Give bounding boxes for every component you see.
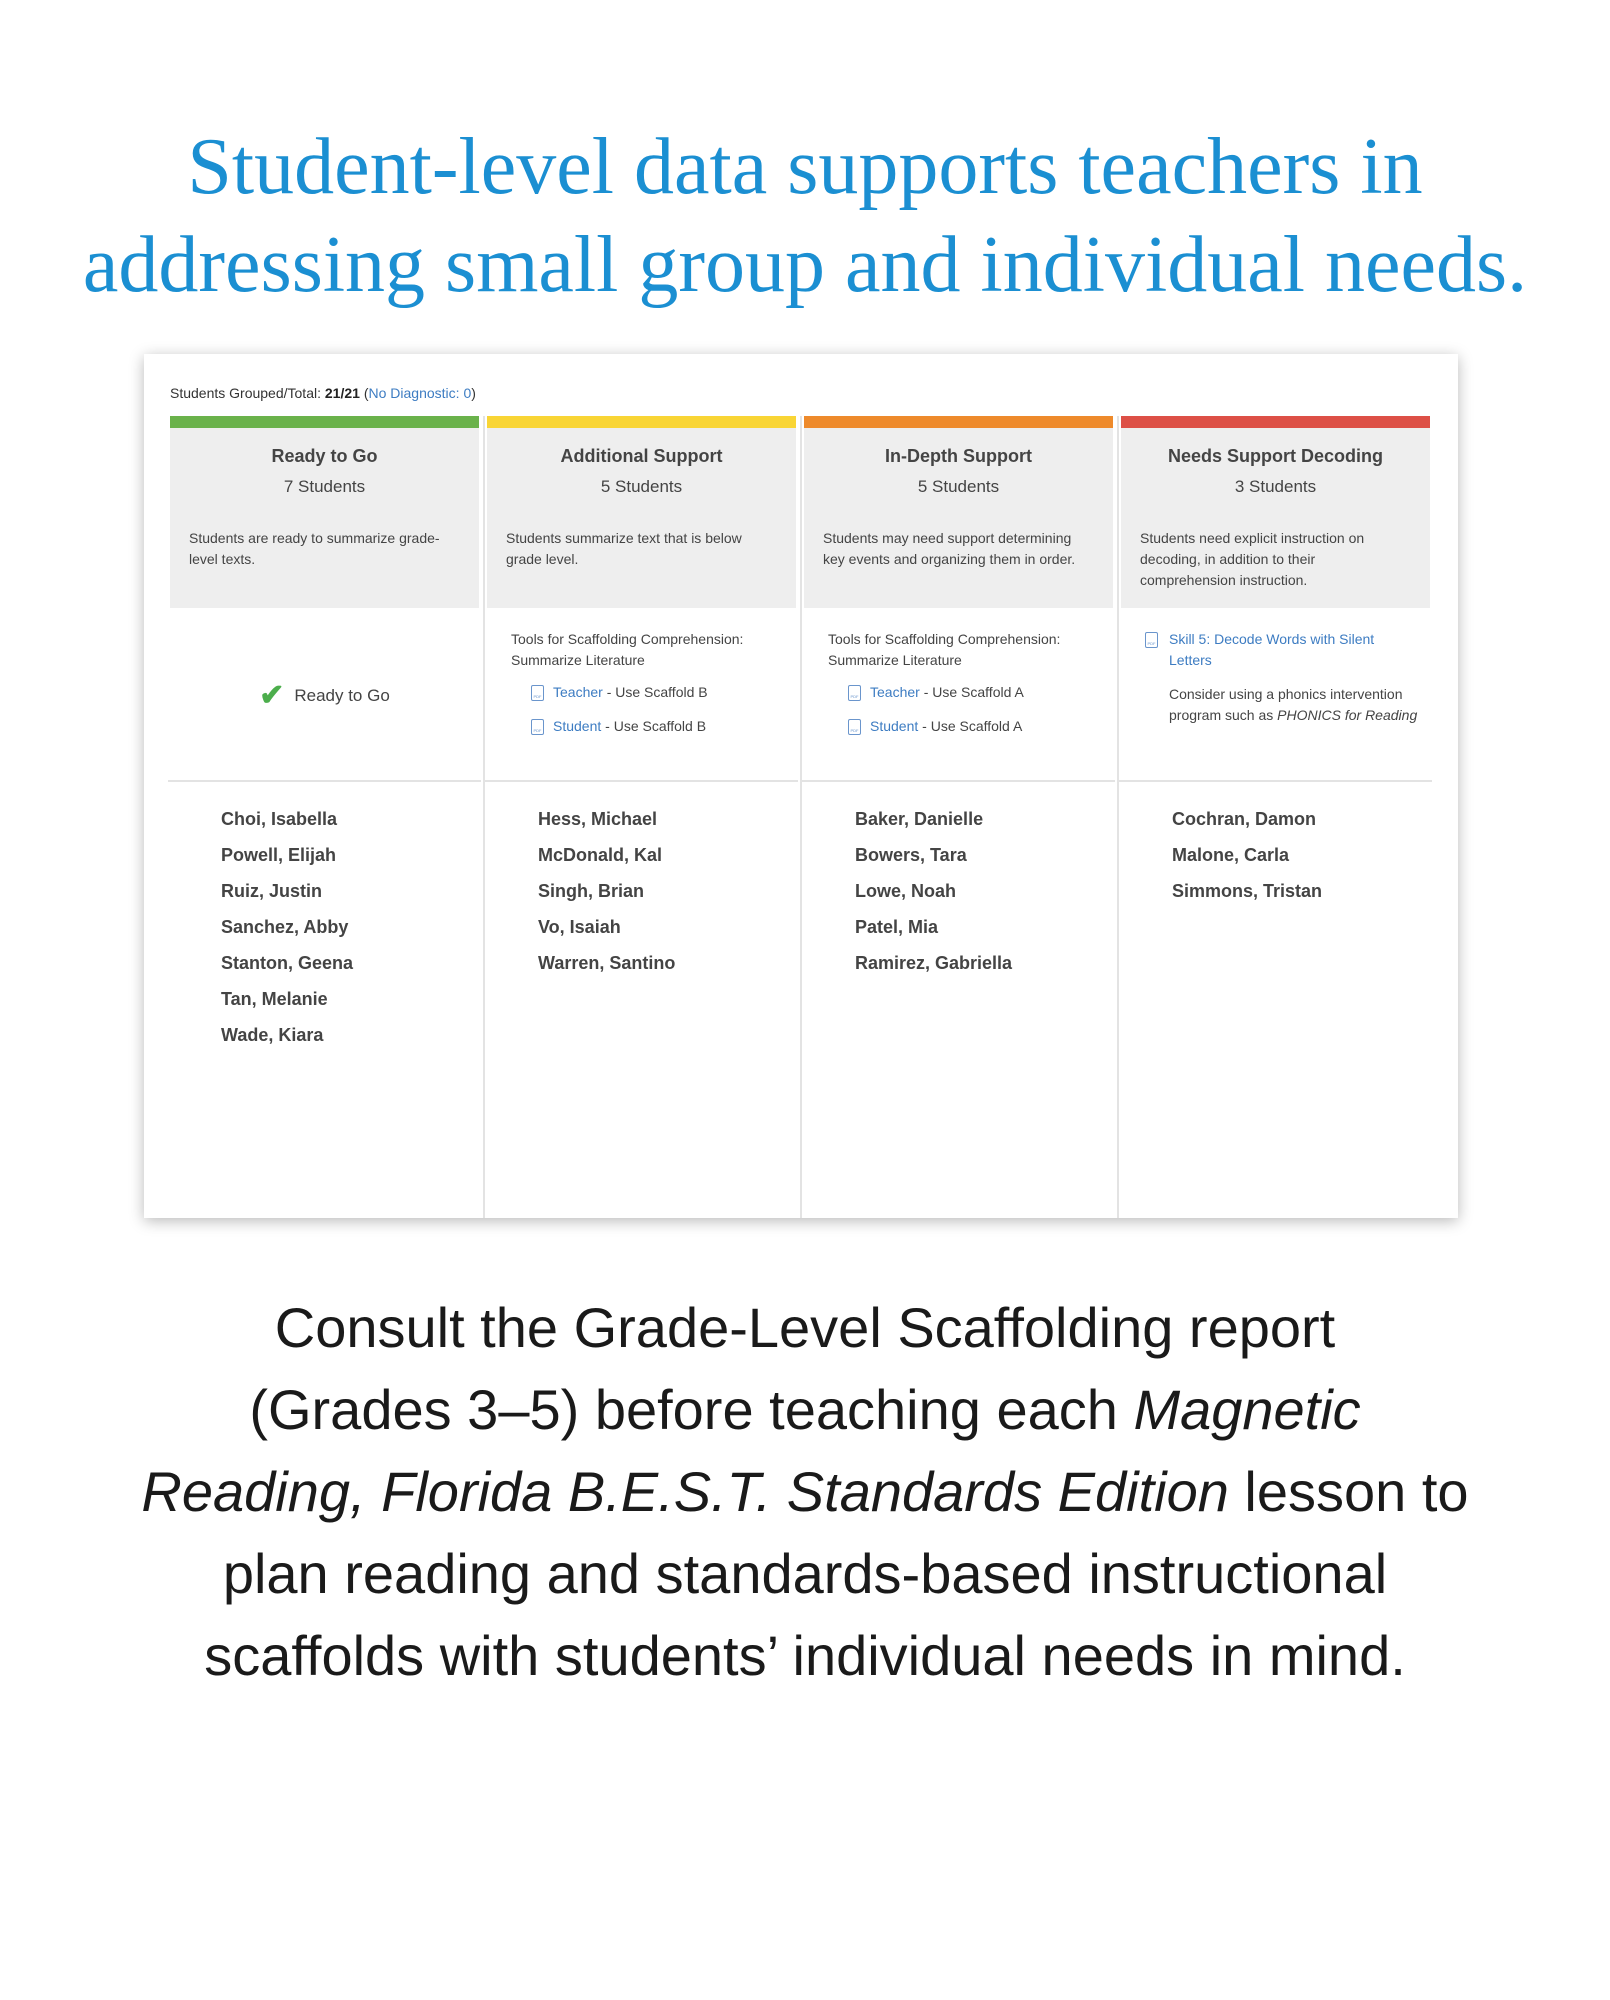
group-column-in-depth-support [800,416,1115,1218]
group-student-count: 5 Students [917,477,1000,496]
group-column-needs-support-decoding [1117,416,1432,1218]
student-name[interactable]: Cochran, Damon [1172,809,1317,829]
teacher-resource [531,684,788,701]
student-resource [531,718,788,735]
phonics-note [1169,684,1418,726]
resource-note: - Use Scaffold B [601,718,707,734]
student-pdf-link[interactable]: Student [553,718,602,734]
group-student-count: 5 Students [600,477,683,496]
student-name[interactable]: Baker, Danielle [855,809,984,829]
group-tools [168,608,481,782]
group-title: Needs Support Decoding [1167,446,1383,466]
student-name[interactable]: Sanchez, Abby [221,917,349,937]
resource-note: - Use Scaffold B [602,684,708,700]
pdf-icon [1145,632,1158,648]
group-student-count: 3 Students [1234,477,1317,496]
student-name[interactable]: Vo, Isaiah [538,917,621,937]
student-list [538,808,675,988]
tools-title: Tools for Scaffolding Comprehension: Summarize Literature [511,631,744,668]
student-name[interactable]: Bowers, Tara [855,845,967,865]
resource-note: - Use Scaffold A [918,718,1023,734]
group-color-bar [1121,416,1430,428]
ready-label: Ready to Go [294,686,390,705]
group-description: Students summarize text that is below grade level. [506,530,742,567]
student-name[interactable]: Warren, Santino [538,953,676,973]
group-student-count: 7 Students [283,477,366,496]
student-name[interactable]: Stanton, Geena [221,953,354,973]
group-header [804,428,1113,608]
checkmark-icon: ✔ [259,679,285,712]
student-name[interactable]: Powell, Elijah [221,845,337,865]
student-name[interactable]: Ramirez, Gabriella [855,953,1013,973]
skill-pdf-link[interactable]: Skill 5: Decode Words with Silent Letters [1169,631,1375,668]
no-diagnostic-label: No Diagnostic: [368,385,460,401]
tools-title: Tools for Scaffolding Comprehension: Summarize Literature [828,631,1061,668]
headline [0,118,1610,314]
scaffolding-report-card [144,354,1458,1218]
group-title: Additional Support [560,446,723,466]
student-resource [848,718,1105,735]
group-description: Students may need support determining key events and organizing them in order. [823,530,1076,567]
body-line-1: Consult the Grade-Level Scaffolding report [274,1296,1336,1359]
pdf-icon [848,685,861,701]
grouped-value: 21/21 [324,385,360,401]
student-name[interactable]: Tan, Melanie [221,989,328,1009]
body-line-4: plan reading and standards-based instructional [222,1542,1388,1605]
student-name[interactable]: Choi, Isabella [221,809,338,829]
group-header [170,428,479,608]
body-line-2-italic: Magnetic [1133,1378,1361,1441]
group-title: Ready to Go [271,446,378,466]
group-header [487,428,796,608]
group-column-ready-to-go [168,416,481,1218]
group-tools [802,608,1115,782]
student-list [855,808,1012,988]
group-color-bar [170,416,479,428]
group-title: In-Depth Support [885,446,1032,466]
body-line-3 [0,1451,1610,1533]
body-line-2 [0,1369,1610,1451]
teacher-resource [848,684,1105,701]
student-name[interactable]: Patel, Mia [855,917,939,937]
ready-status [168,678,481,713]
consider-text: Consider using a phonics intervention program such as [1169,686,1403,723]
headline-line-2: addressing small group and individual needs. [82,221,1528,309]
resource-note: - Use Scaffold A [919,684,1024,700]
pdf-icon [848,719,861,735]
student-name[interactable]: Hess, Michael [538,809,658,829]
body-copy [0,1287,1610,1697]
pdf-icon [531,719,544,735]
group-tools [1119,608,1432,782]
group-tools [485,608,798,782]
student-name[interactable]: McDonald, Kal [538,845,663,865]
body-line-5: scaffolds with students’ individual needs in mind. [204,1624,1406,1687]
group-description: Students are ready to summarize grade-level texts. [189,530,440,567]
student-name[interactable]: Singh, Brian [538,881,645,901]
student-name[interactable]: Lowe, Noah [855,881,957,901]
no-diagnostic-value: 0 [463,385,472,401]
teacher-pdf-link[interactable]: Teacher [553,684,603,700]
program-name: PHONICS for Reading [1277,707,1418,723]
pdf-icon [531,685,544,701]
group-color-bar [487,416,796,428]
body-line-3-text: lesson to [1228,1460,1469,1523]
headline-line-1: Student-level data supports teachers in [187,123,1423,211]
student-list [221,808,353,1060]
student-list [1172,808,1322,916]
no-diagnostic-link[interactable] [369,385,472,401]
group-description: Students need explicit instruction on decoding, in addition to their comprehension instruction. [1140,530,1365,588]
group-color-bar [804,416,1113,428]
group-header [1121,428,1430,608]
student-name[interactable]: Simmons, Tristan [1172,881,1323,901]
grouped-label: Students Grouped/Total: [170,385,321,401]
student-name[interactable]: Wade, Kiara [221,1025,324,1045]
student-name[interactable]: Ruiz, Justin [221,881,323,901]
student-name[interactable]: Malone, Carla [1172,845,1290,865]
group-column-additional-support [483,416,798,1218]
body-line-3-italic: Reading, Florida B.E.S.T. Standards Edition [141,1460,1229,1523]
student-pdf-link[interactable]: Student [870,718,919,734]
teacher-pdf-link[interactable]: Teacher [870,684,920,700]
body-line-2-text: (Grades 3–5) before teaching each [249,1378,1134,1441]
skill-resource [1145,629,1418,671]
grouped-summary: Students Grouped/Total: 21/21 (No Diagnostic: 0) [170,385,476,401]
